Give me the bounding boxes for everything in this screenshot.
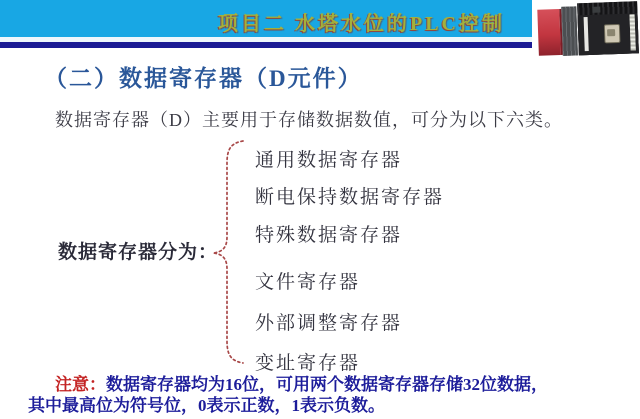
diagram-item: 文件寄存器 bbox=[255, 272, 361, 293]
note-line-2: 其中最高位为符号位，0表示正数，1表示负数。 bbox=[28, 396, 385, 415]
plc-led-block bbox=[592, 7, 600, 13]
plc-power-module bbox=[537, 9, 563, 56]
plc-cpu-module bbox=[561, 6, 578, 55]
header-underline bbox=[0, 42, 537, 48]
plc-photo-area bbox=[532, 0, 640, 58]
plc-connector-pins bbox=[607, 29, 615, 36]
curly-brace-icon bbox=[205, 133, 251, 371]
diagram-label: 数据寄存器分为： bbox=[58, 242, 219, 263]
diagram-item: 通用数据寄存器 bbox=[255, 150, 403, 171]
intro-text: 数据寄存器（D）主要用于存储数据数值，可分为以下六类。 bbox=[55, 110, 563, 130]
note-warning-prefix: 注意： bbox=[55, 375, 106, 394]
header-title: 项目二 水塔水位的PLC控制 bbox=[218, 13, 505, 35]
slide-heading: （二）数据寄存器（D元件） bbox=[44, 66, 363, 91]
diagram-item: 外部调整寄存器 bbox=[255, 313, 403, 334]
plc-device-image bbox=[537, 1, 639, 56]
diagram-item: 断电保持数据寄存器 bbox=[255, 187, 445, 208]
diagram-item: 变址寄存器 bbox=[255, 353, 361, 374]
note-line-1-text: 数据寄存器均为16位，可用两个数据寄存器存储32位数据， bbox=[106, 375, 548, 394]
note-line-1 bbox=[28, 374, 628, 395]
note-text bbox=[28, 374, 628, 416]
diagram-item: 特殊数据寄存器 bbox=[255, 225, 403, 246]
